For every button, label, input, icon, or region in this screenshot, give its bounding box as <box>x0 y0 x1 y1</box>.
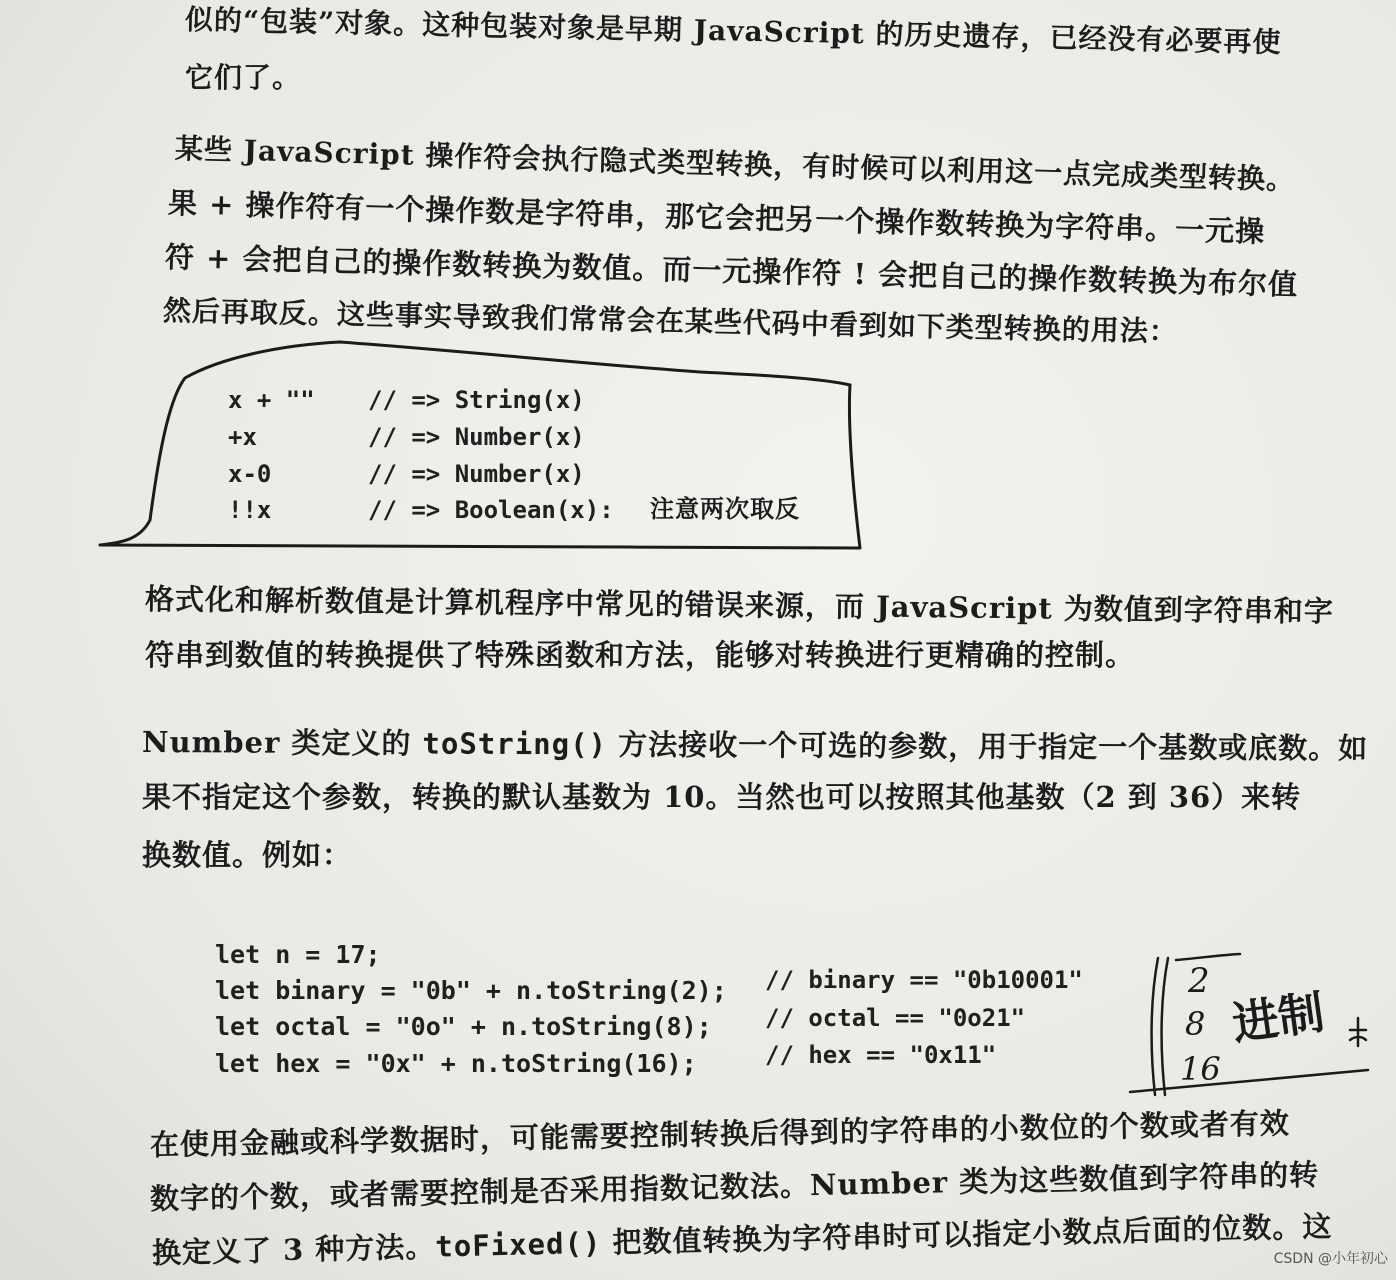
paragraph-5-line-1: 在使用金融或科学数据时，可能需要控制转换后得到的字符串的小数位的个数或者有效 <box>149 1106 1291 1162</box>
code-2-comment-3: // octal == "0o21" <box>765 1004 1026 1032</box>
code-1-expr-2: +x <box>228 423 257 451</box>
code-2-line-2: let binary = "0b" + n.toString(2); <box>215 976 727 1005</box>
handwritten-digit-8: 8 <box>1185 1005 1206 1043</box>
handwritten-digit-2: 2 <box>1188 961 1210 1001</box>
star-mark <box>1350 1018 1366 1046</box>
code-1-note: 注意两次取反 <box>650 494 800 523</box>
paragraph-1-line-2: 它们了。 <box>185 61 302 94</box>
paragraph-2-line-2: 果 + 操作符有一个操作数是字符串，那它会把另一个操作数转换为字符串。一元操 <box>167 186 1266 249</box>
code-1-comment-3: // => Number(x) <box>368 460 585 488</box>
handwritten-word-jinzhi: 进制 <box>1229 984 1328 1051</box>
inline-code: toString() <box>422 726 608 762</box>
code-1-comment-1: // => String(x) <box>368 386 585 414</box>
code-2-line-3: let octal = "0o" + n.toString(8); <box>215 1012 712 1041</box>
code-1-expr-1: x + "" <box>228 386 315 414</box>
code-2-line-1: let n = 17; <box>215 940 381 969</box>
code-2-line-4: let hex = "0x" + n.toString(16); <box>215 1049 697 1078</box>
code-1-expr-3: x-0 <box>228 460 272 488</box>
paragraph-5-line-2: 数字的个数，或者需要控制是否采用指数记数法。Number 类为这些数值到字符串的转 <box>149 1157 1320 1216</box>
handwritten-digit-16: 16 <box>1180 1050 1221 1088</box>
text-span: Number 类定义的 <box>141 725 423 761</box>
text-span: JavaScript <box>693 13 866 51</box>
code-1-comment-2: // => Number(x) <box>368 423 585 451</box>
hand-drawn-box <box>100 342 860 548</box>
paragraph-3-line-2: 符串到数值的转换提供了特殊函数和方法，能够对转换进行更精确的控制。 <box>145 638 1136 672</box>
code-1-expr-4: !!x <box>228 496 272 524</box>
text-span: 的历史遗存，已经没有必要再使 <box>864 17 1282 59</box>
text-span: 换定义了 3 种方法。 <box>151 1229 436 1270</box>
code-2-comment-2: // binary == "0b10001" <box>765 966 1083 994</box>
paragraph-2-line-4: 然后再取反。这些事实导致我们常常会在某些代码中看到如下类型转换的用法： <box>162 294 1179 349</box>
watermark: CSDN @小年初心 <box>1273 1251 1388 1267</box>
text-span: 把数值转换为字符串时可以指定小数点后面的位数。这 <box>601 1209 1333 1260</box>
text-span: 似的“包装”对象。这种包装对象是早期 <box>184 3 695 47</box>
code-2-comment-4: // hex == "0x11" <box>765 1041 997 1069</box>
code-1-comment-4: // => Boolean(x): <box>368 496 614 524</box>
paragraph-3-line-1: 格式化和解析数值是计算机程序中常见的错误来源，而 JavaScript 为数值到字符串和字 <box>144 582 1335 629</box>
paragraph-4-line-3: 换数值。例如： <box>142 838 353 872</box>
paragraph-2-line-1: 某些 JavaScript 操作符会执行隐式类型转换，有时候可以利用这一点完成类型转换。 <box>174 132 1296 197</box>
paragraph-2-line-3: 符 + 会把自己的操作数转换为数值。而一元操作符 ! 会把自己的操作数转换为布尔值 <box>164 240 1299 302</box>
underline-mark <box>1130 1070 1368 1092</box>
inline-code: toFixed() <box>434 1225 602 1264</box>
paragraph-4-line-2: 果不指定这个参数，转换的默认基数为 10。当然也可以按照其他基数（2 到 36）来转 <box>142 780 1302 814</box>
text-span: 方法接收一个可选的参数，用于指定一个基数或底数。如 <box>606 727 1369 766</box>
